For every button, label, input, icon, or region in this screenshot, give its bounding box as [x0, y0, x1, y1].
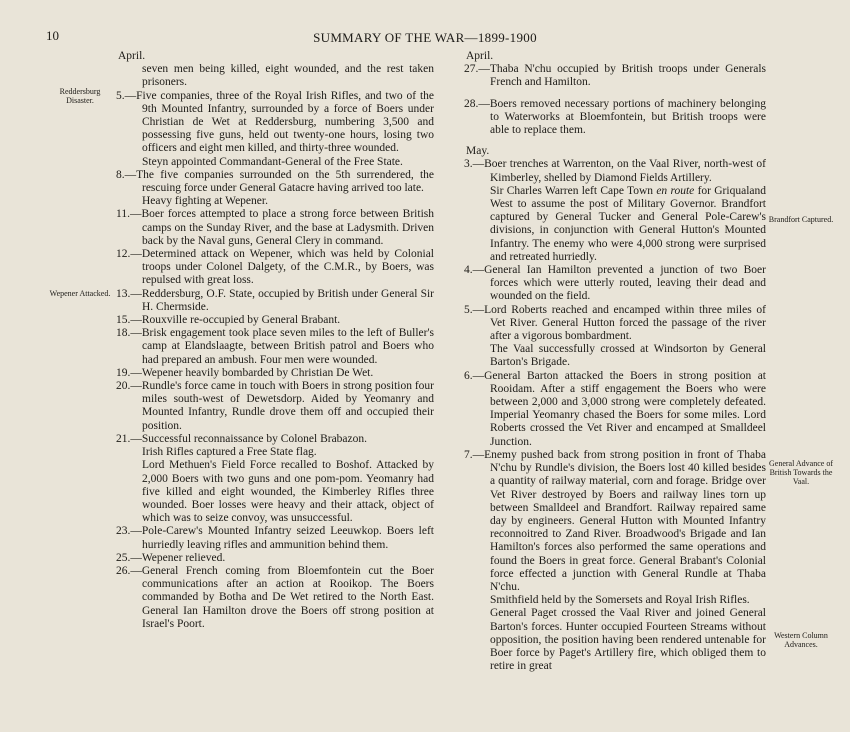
entry: 15.—Rouxville re-occupied by General Brabant. — [116, 314, 341, 327]
month-heading: April. — [118, 50, 146, 62]
month-heading: May. — [466, 145, 490, 158]
entry: 4.—General Ian Hamilton prevented a junction of two Boer forces which were utterly routed, leaving their dead and wounded on the field. — [464, 264, 766, 303]
entry: 28.—Boers removed necessary portions of machinery belonging to Waterworks at Bloemfontein, but British troops were able to replace them. — [464, 97, 766, 137]
entry: 20.—Rundle's force came in touch with Boers in strong position four miles south-west of Dewetsdorp. Aided by Yeomanry and Mounted Infantry, Rundle drove them off and occupied their position. — [116, 380, 434, 432]
entry: 7.—Enemy pushed back from strong position in front of Thaba N'chu by Rundle's division, the Boers lost 40 killed besides a quantity of railway material, corn and forage. Bridge over Vet River destroyed by Boers and railway lines torn up between Smalldeel and Brandfort. Railway repaired same day by engineers. General Hutton with Mounted Infantry reconnoitred to Zand River. Broadwood's Brigade and Ian Hamilton's forces also performed the same operations and found the Boers in great force. General Brabant's Colonial force effected a junction with General Rundle at Thaba N'chu. Smithfield held by the Somersets and Royal Irish Rifles. General Paget crossed the Vaal River and joined General Barton's forces. Hunter occupied Fourteen Streams without opposition, the position having been rendered untenable for Boer force by Paget's Artillery fire, which obliged them to retire in great — [464, 448, 766, 673]
sidenote-western: Western Column Advances. — [774, 631, 828, 649]
entry: 3.—Boer trenches at Warrenton, on the Vaal River, north-west of Kimberley, shelled by Diamond Fields Artillery. Sir Charles Warren left Cape Town en route for Griqualand West to assume the post of Military Governor. Brandfort captured by General Tucker and General Pole-Carew's divisions, in conjunction with General Hutton's Mounted Infantry. The enemy who were 4,000 strong were surprised and retreated hurriedly. — [464, 158, 766, 263]
right-column — [464, 50, 766, 673]
entry: 8.—The five companies surrounded on the 5th surrendered, the rescuing force under General Gatacre having arrived too late. Heavy fighting at Wepener. — [116, 168, 434, 208]
entry: 19.—Wepener heavily bombarded by Christian De Wet. — [116, 366, 374, 379]
entry: 18.—Brisk engagement took place seven miles to the left of Buller's camp at Elandslaagte, between British patrol and Boers who had prepared an ambush. Four men were wounded. — [116, 327, 434, 366]
entry: 25.—Wepener relieved. — [116, 551, 226, 564]
entry: 27.—Thaba N'chu occupied by British troops under Generals French and Hamilton. — [464, 63, 766, 89]
entry: 12.—Determined attack on Wepener, which was held by Colonial troops under Colonel Dalgety, of the C.M.R., by Boers, was repulsed with great loss. — [116, 248, 434, 287]
entry: 13.—Reddersburg, O.F. State, occupied by British under General Sir H. Chermside. — [116, 287, 434, 313]
sidenote-general-advance: General Advance of British Towards the Vaal. — [769, 459, 833, 486]
entry: 23.—Pole-Carew's Mounted Infantry seized Leeuwkop. Boers left hurriedly leaving rifles and ammunition behind them. — [116, 525, 434, 551]
sidenote-wepener: Wepener Attacked. — [49, 289, 111, 298]
entry: 11.—Boer forces attempted to place a strong force between British camps on the Sunday River, and the base at Ladysmith. Driven back by the Naval guns, General Clery in command. — [116, 208, 434, 247]
sidenote-brandfort: Brandfort Captured. — [768, 215, 834, 224]
month-heading: April. — [466, 50, 494, 62]
entry: 21.—Successful reconnaissance by Colonel Brabazon. Irish Rifles captured a Free State flag. Lord Methuen's Field Force recalled to Boshof. Attacked by 2,000 Boers with two guns and one pom-pom. Yeomanry had five killed and eight wounded, the Kimberley Rifles three wounded. Boer losses were heavy and their attack, object of which was to seize convoy, was unsuccessful. — [116, 432, 434, 525]
entry: 6.—General Barton attacked the Boers in strong position at Rooidam. After a stiff engagement the Boers who were between 2,000 and 3,000 strong were completely defeated. Imperial Yeomanry chased the Boers for some miles. Lord Roberts crossed the Vet River and encamped at Smalldeel Junction. — [464, 369, 766, 448]
entry: 26.—General French coming from Bloemfontein cut the Boer communications after an action at Rooikop. The Boers commanded by Botha and De Wet retired to the North East. General Ian Hamilton drove the Boers off strong position at Israel's Poort. — [116, 564, 434, 630]
entry: seven men being killed, eight wounded, and the rest taken prisoners. — [142, 63, 434, 89]
left-column — [116, 50, 434, 631]
page-header: SUMMARY OF THE WAR—1899-1900 — [313, 30, 537, 45]
entry: 5.—Five companies, three of the Royal Irish Rifles, and two of the 9th Mounted Infantry, surrounded by a force of Boers under Christian de Wet at Reddersburg, numbering 3,500 and possessing five guns, held out twenty-one hours, losing two officers and eight men killed, and thirty-three wounded. Steyn appointed Commandant-General of the Free State. — [116, 89, 434, 168]
sidenote-reddersburg: Reddersburg Disaster. — [59, 87, 101, 105]
page-number: 10 — [46, 28, 59, 43]
entry: 5.—Lord Roberts reached and encamped within three miles of Vet River. General Hutton forced the passage of the river after a vigorous bombardment. The Vaal successfully crossed at Windsorton by General Barton's Brigade. — [464, 303, 766, 369]
